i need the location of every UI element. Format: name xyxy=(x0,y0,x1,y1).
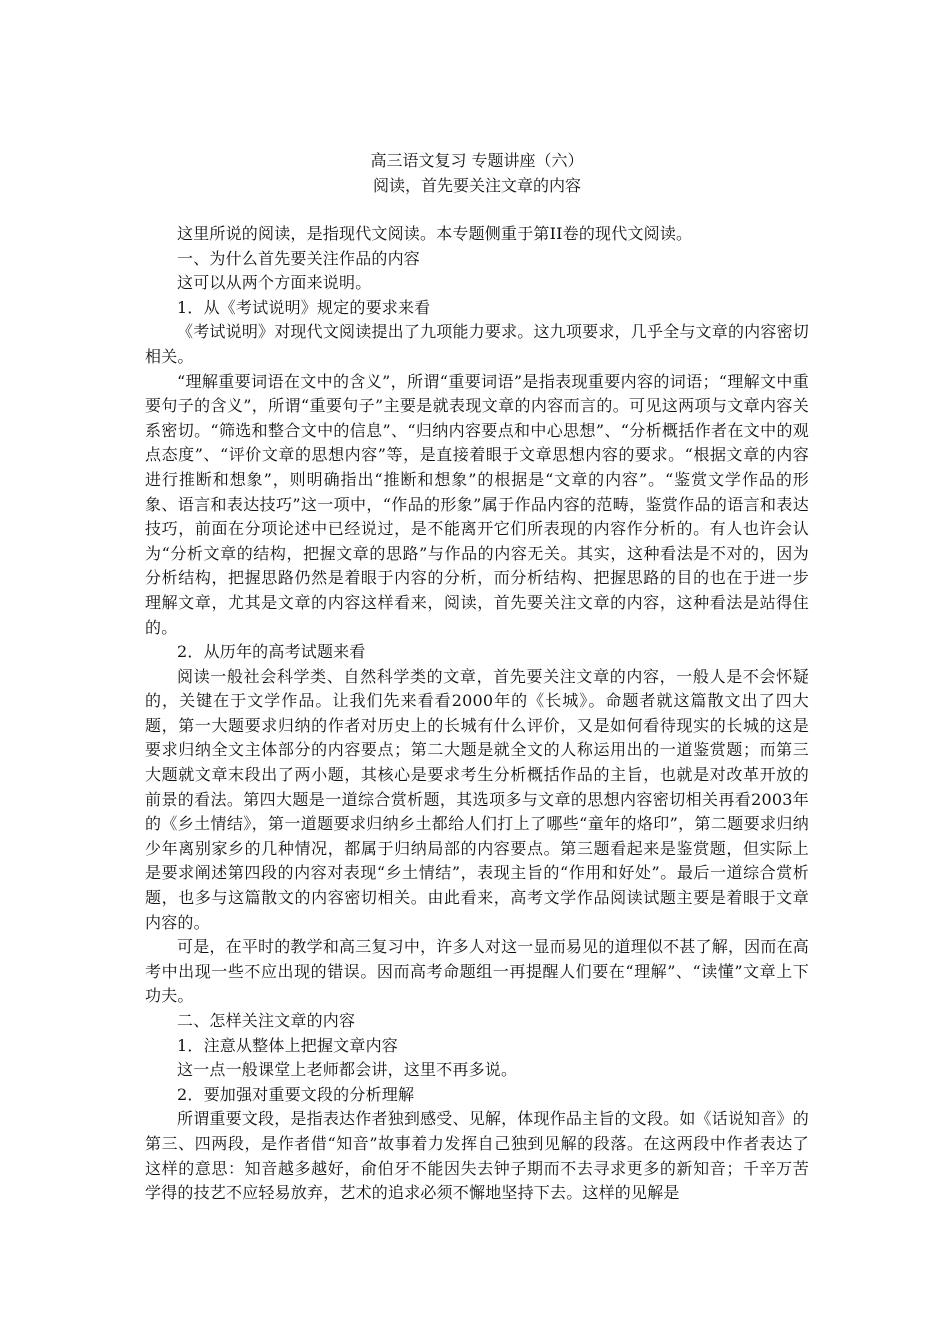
paragraph-intro: 这里所说的阅读，是指现代文阅读。本专题侧重于第II卷的现代文阅读。 xyxy=(177,224,693,243)
paragraph: 所谓重要文段，是指表达作者独到感受、见解，体现作品主旨的文段。如《话说知音》的第三、四两段，是作者借“知音”故事着力发挥自己独到见解的段落。在这两段中作者表达了这样的意思：知音越多越好，俞伯牙不能因失去钟子期而不去寻求更多的新知音；千辛万苦学得的技艺不应轻易放弃，艺术的追求必须不懈地坚持下去。这样的见解是 xyxy=(145,1109,809,1203)
paragraph: 阅读一般社会科学类、自然科学类的文章，首先要关注文章的内容，一般人是不会怀疑的，关键在于文学作品。让我们先来看看2000年的《长城》。命题者就这篇散文出了四大题，第一大题要求归纳的作者对历史上的长城有什么评价，又是如何看待现实的长城的这是要求归纳全文主体部分的内容要点；第二大题是就全文的人称运用出的一道鉴赏题；而第三大题就文章末段出了两小题，其核心是要求考生分析概括作品的主旨，也就是对改革开放的前景的看法。第四大题是一道综合赏析题，其选项多与文章的思想内容密切相关再看2003年的《乡土情结》，第一道题要求归纳乡土都给人们打上了哪些“童年的烙印”，第二题要求归纳少年离别家乡的几种情况，都属于归纳局部的内容要点。第三题看起来是鉴赏题，但实际上是要求阐述第四段的内容对表现“乡土情结”，表现主旨的“作用和好处”。最后一道综合赏析题，也多与这篇散文的内容密切相关。由此看来，高考文学作品阅读试题主要是着眼于文章内容的。 xyxy=(145,666,809,932)
subsection-heading-1-1: 1．从《考试说明》规定的要求来看 xyxy=(177,297,431,317)
section-heading-2: 二、怎样关注文章的内容 xyxy=(177,1011,356,1030)
paragraph: 这一点一般课堂上老师都会讲，这里不再多说。 xyxy=(177,1060,518,1080)
subsection-heading-2-2: 2．要加强对重要文段的分析理解 xyxy=(177,1084,415,1104)
paragraph: “理解重要词语在文中的含义”，所谓“重要词语”是指表现重要内容的词语；“理解文中重要句子的含义”，所谓“重要句子”主要是就表现文章的内容而言的。可见这两项与文章内容关系密切。“筛选和整合文中的信息”、“归纳内容要点和中心思想”、“分析概括作者在文中的观点态度”、“评价文章的思想内容”等，是直接着眼于文章思想内容的要求。“根据文章的内容进行推断和想象”，则明确指出“推断和想象”的根据是“文章的内容”。“鉴赏文学作品的形象、语言和表达技巧”这一项中，“作品的形象”属于作品内容的范畴，鉴赏作品的语言和表达技巧，前面在分项论述中已经说过，是不能离开它们所表现的内容作分析的。有人也许会认为“分析文章的结构，把握文章的思路”与作品的内容无关。其实，这种看法是不对的，因为分析结构，把握思路仍然是着眼于内容的分析，而分析结构、把握思路的目的也在于进一步理解文章，尤其是文章的内容这样看来，阅读，首先要关注文章的内容，这种看法是站得住的。 xyxy=(145,371,809,637)
subsection-heading-1-2: 2．从历年的高考试题来看 xyxy=(177,642,366,662)
document-subtitle: 阅读，首先要关注文章的内容 xyxy=(372,176,581,195)
document-page xyxy=(145,148,809,1206)
section-heading-1: 一、为什么首先要关注作品的内容 xyxy=(177,248,421,268)
paragraph: 可是，在平时的教学和高三复习中，许多人对这一显而易见的道理似不甚了解，因而在高考中出现一些不应出现的错误。因而高考命题组一再提醒人们要在“理解”、“读懂”文章上下功夫。 xyxy=(145,937,809,1006)
document-title: 高三语文复习 专题讲座（六） xyxy=(370,151,584,170)
paragraph: 这可以从两个方面来说明。 xyxy=(177,273,372,293)
subsection-heading-2-1: 1．注意从整体上把握文章内容 xyxy=(177,1035,398,1055)
paragraph: 《考试说明》对现代文阅读提出了九项能力要求。这九项要求，几乎全与文章的内容密切相关。 xyxy=(145,322,809,366)
